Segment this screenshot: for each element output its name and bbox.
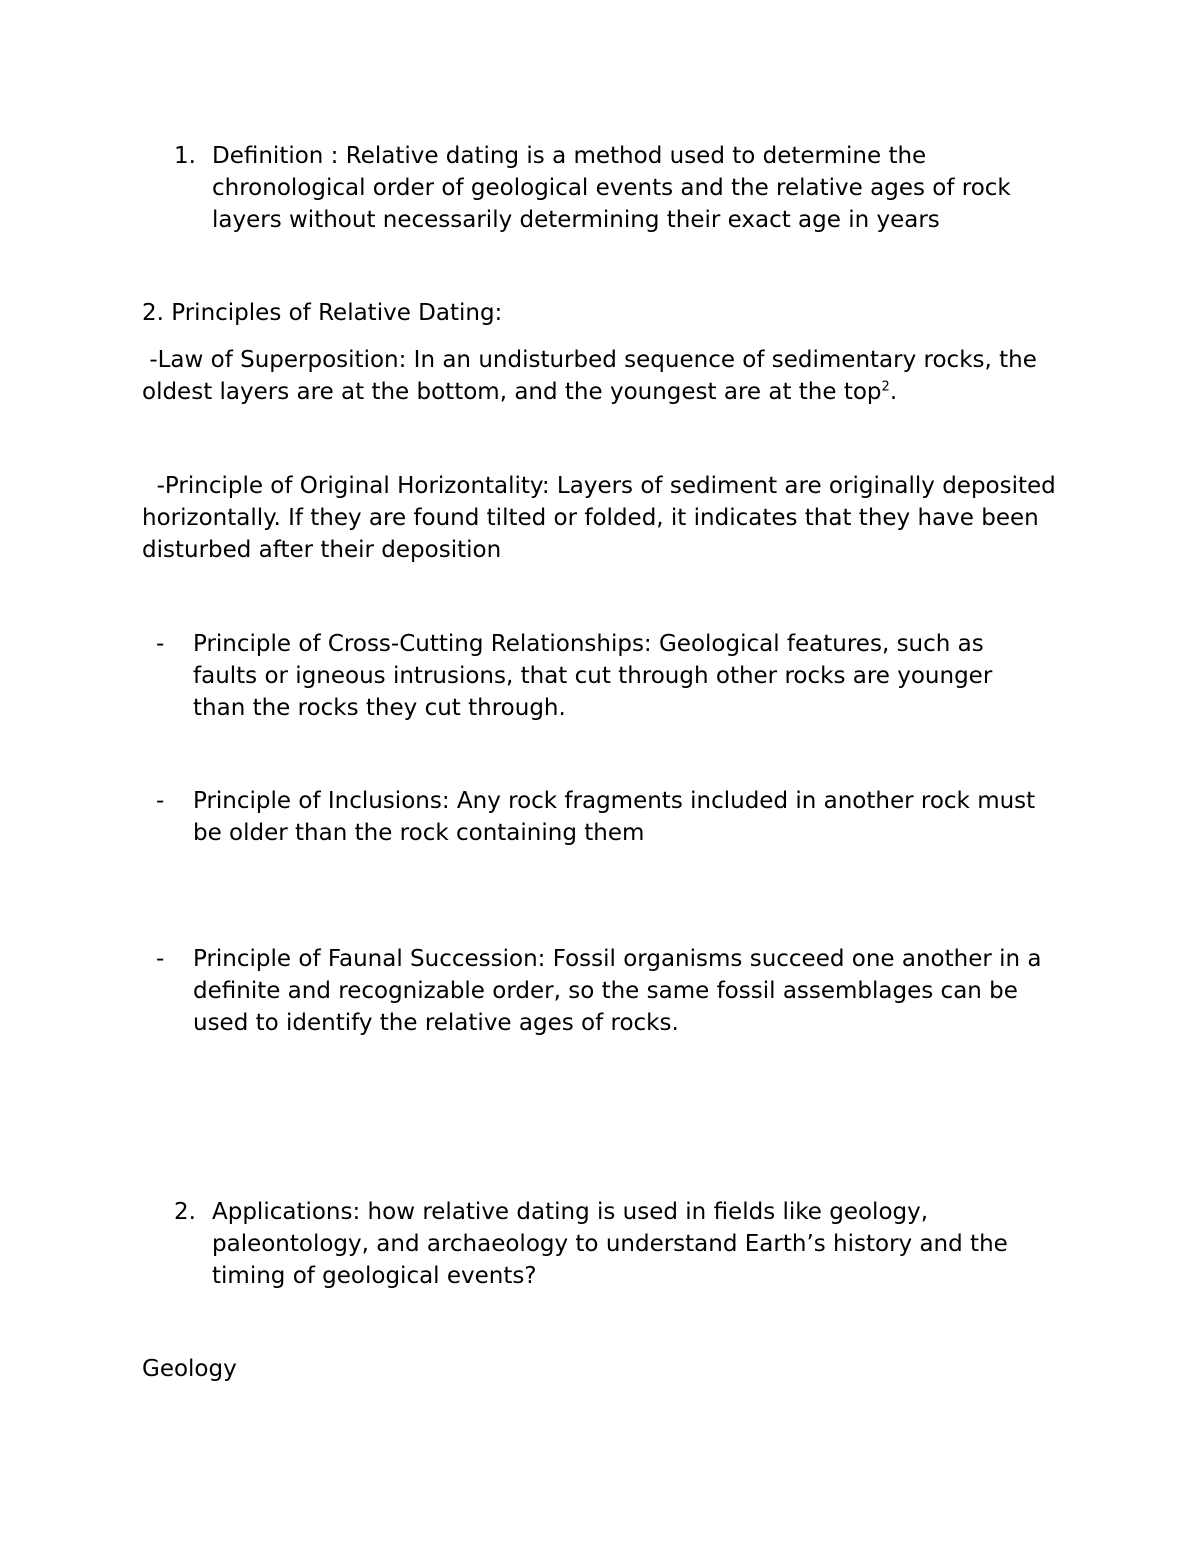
geology-heading: Geology	[142, 1356, 237, 1382]
superposition-text: -Law of Superposition: In an undisturbed sequence of sedimentary rocks, the oldest layers are at the bottom, and the youngest are at the top	[142, 347, 1045, 405]
bullet-item	[156, 628, 1036, 724]
inclusions-text: Principle of Inclusions: Any rock fragments included in another rock must be older than the rock containing them	[193, 788, 1036, 846]
definition-text: Definition : Relative dating is a method used to determine the chronological order of geological events and the relative ages of rock layers without necessarily determining their exact age in years	[212, 143, 1011, 233]
bullet-item	[156, 785, 1066, 849]
list-number: 1.	[174, 143, 196, 169]
principles-heading: 2. Principles of Relative Dating:	[142, 300, 503, 326]
list-number: 2.	[174, 1199, 196, 1225]
bullet-marker: -	[156, 788, 165, 814]
cross-cutting-text: Principle of Cross-Cutting Relationships: Geological features, such as faults or igneous intrusions, that cut through other rocks are younger than the rocks they cut through.	[193, 631, 993, 721]
superposition-paragraph	[142, 344, 1045, 408]
faunal-succession-text: Principle of Faunal Succession: Fossil organisms succeed one another in a definite and recognizable order, so the same fossil assemblages can be used to identify the relative ages of rocks.	[193, 946, 1042, 1036]
applications-item	[174, 1196, 1044, 1292]
superposition-tail: .	[889, 379, 898, 405]
footnote-reference: 2	[881, 379, 890, 395]
bullet-item	[156, 943, 1066, 1039]
horizontality-paragraph: -Principle of Original Horizontality: Layers of sediment are originally deposited horizontally. If they are found tilted or folded, it indicates that they have been disturbed after their deposition	[142, 473, 1064, 563]
definition-item	[174, 140, 1054, 236]
bullet-marker: -	[156, 946, 165, 972]
applications-text: Applications: how relative dating is used in fields like geology, paleontology, and archaeology to understand Earth’s history and the timing of geological events?	[212, 1199, 1008, 1289]
bullet-marker: -	[156, 631, 165, 657]
